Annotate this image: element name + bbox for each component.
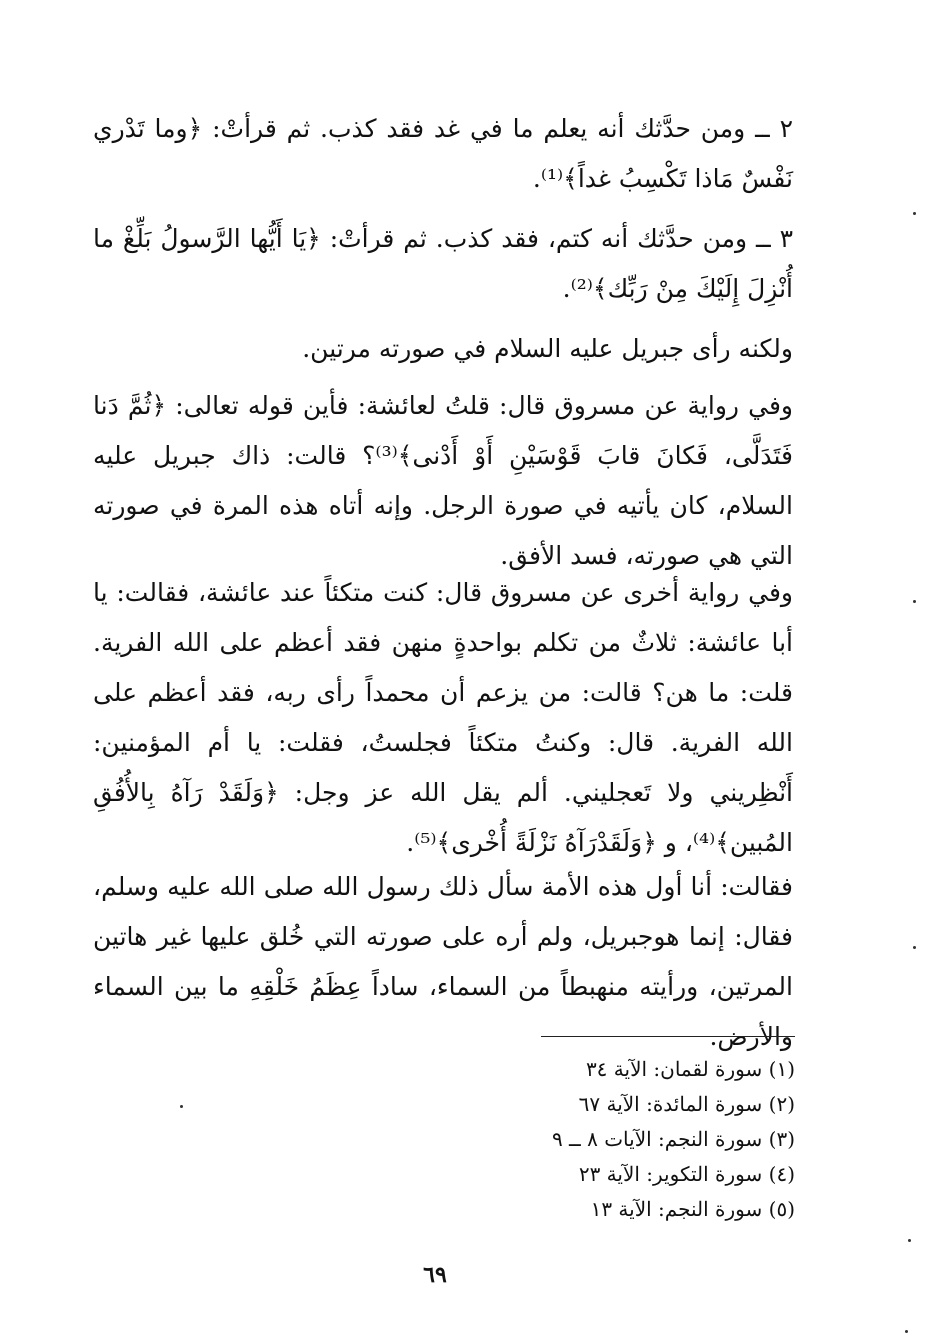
paragraph-text: وفي رواية أخرى عن مسروق قال: كنت متكئاً عند عائشة، فقالت: يا أبا عائشة: ثلاثٌ من تكلم بواحدةٍ منهن فقد أعظم على الله الفرية. قلت: ما هن؟ قالت: من يزعم أن محمداً رأى ربه، فقد أعظم على الله الفرية. قال: وكنتُ متكئاً فجلستُ، فقلت: يا أم المؤمنين: أَنْظِريني ولا تَعجليني. ألم يقل الله عز وجل: ﴿وَلَقَدْ رَآهُ بِالأُفُقِ المُبين﴾⁽⁴⁾، و ﴿وَلَقَدْرَآهُ نَزْلَةً أُخْرى﴾⁽⁵⁾. [93, 578, 793, 857]
paragraph-text: فقالت: أنا أول هذه الأمة سأل ذلك رسول الله صلى الله عليه وسلم، فقال: إنما هوجبريل، ولم أره على صورته التي خُلق عليها غير هاتين المرتين، ورأيته منهبطاً من السماء، ساداً عِظَمُ خَلْقِهِ ما بين السماء والأرض. [93, 872, 793, 1051]
scan-speck [180, 1105, 183, 1108]
scan-speck [913, 946, 916, 949]
paragraph-text: ٢ ــ ومن حدَّثك أنه يعلم ما في غد فقد كذب. ثم قرأتْ: ﴿وما تَدْري نَفْسٌ مَاذا تَكْسِبُ غداً﴾⁽¹⁾. [93, 114, 794, 193]
paragraph-2 [93, 104, 793, 204]
footnote-1: (١) سورة لقمان: الآية ٣٤ [585, 1057, 795, 1081]
page-number: ٦٩ [423, 1262, 447, 1288]
scan-speck [908, 1239, 911, 1242]
paragraph-text: ولكنه رأى جبريل عليه السلام في صورته مرتين. [302, 334, 793, 363]
scan-speck [905, 1330, 908, 1333]
paragraph-masruq-1 [93, 381, 793, 581]
footnote-3: (٣) سورة النجم: الآيات ٨ ــ ٩ [551, 1127, 795, 1151]
footnote-divider [541, 1036, 795, 1037]
paragraph-aisha-reply [93, 862, 793, 1062]
scan-speck [913, 212, 916, 215]
footnote-5: (٥) سورة النجم: الآية ١٣ [590, 1197, 795, 1221]
footnote-2: (٢) سورة المائدة: الآية ٦٧ [578, 1092, 795, 1116]
paragraph-gabriel [93, 324, 793, 374]
paragraph-text: ٣ ــ ومن حدَّثك أنه كتم، فقد كذب. ثم قرأتْ: ﴿يَا أَيُّها الرَّسولُ بَلِّغْ ما أُنْزِلَ إِلَيْكَ مِنْ رَبِّك﴾⁽²⁾. [93, 224, 793, 303]
paragraph-text: وفي رواية عن مسروق قال: قلتُ لعائشة: فأين قوله تعالى: ﴿ثُمَّ دَنا فَتَدَلَّى، فَكانَ قابَ قَوْسَيْنِ أَوْ أَدْنى﴾⁽³⁾؟ قالت: ذاك جبريل عليه السلام، كان يأتيه في صورة الرجل. وإنه أتاه هذه المرة في صورته التي هي صورته، فسد الأفق. [93, 391, 793, 570]
paragraph-3 [93, 214, 793, 314]
scan-speck [913, 600, 916, 603]
footnote-4: (٤) سورة التكوير: الآية ٢٣ [578, 1162, 795, 1186]
paragraph-masruq-2 [93, 568, 793, 868]
footnotes [435, 1052, 795, 1227]
